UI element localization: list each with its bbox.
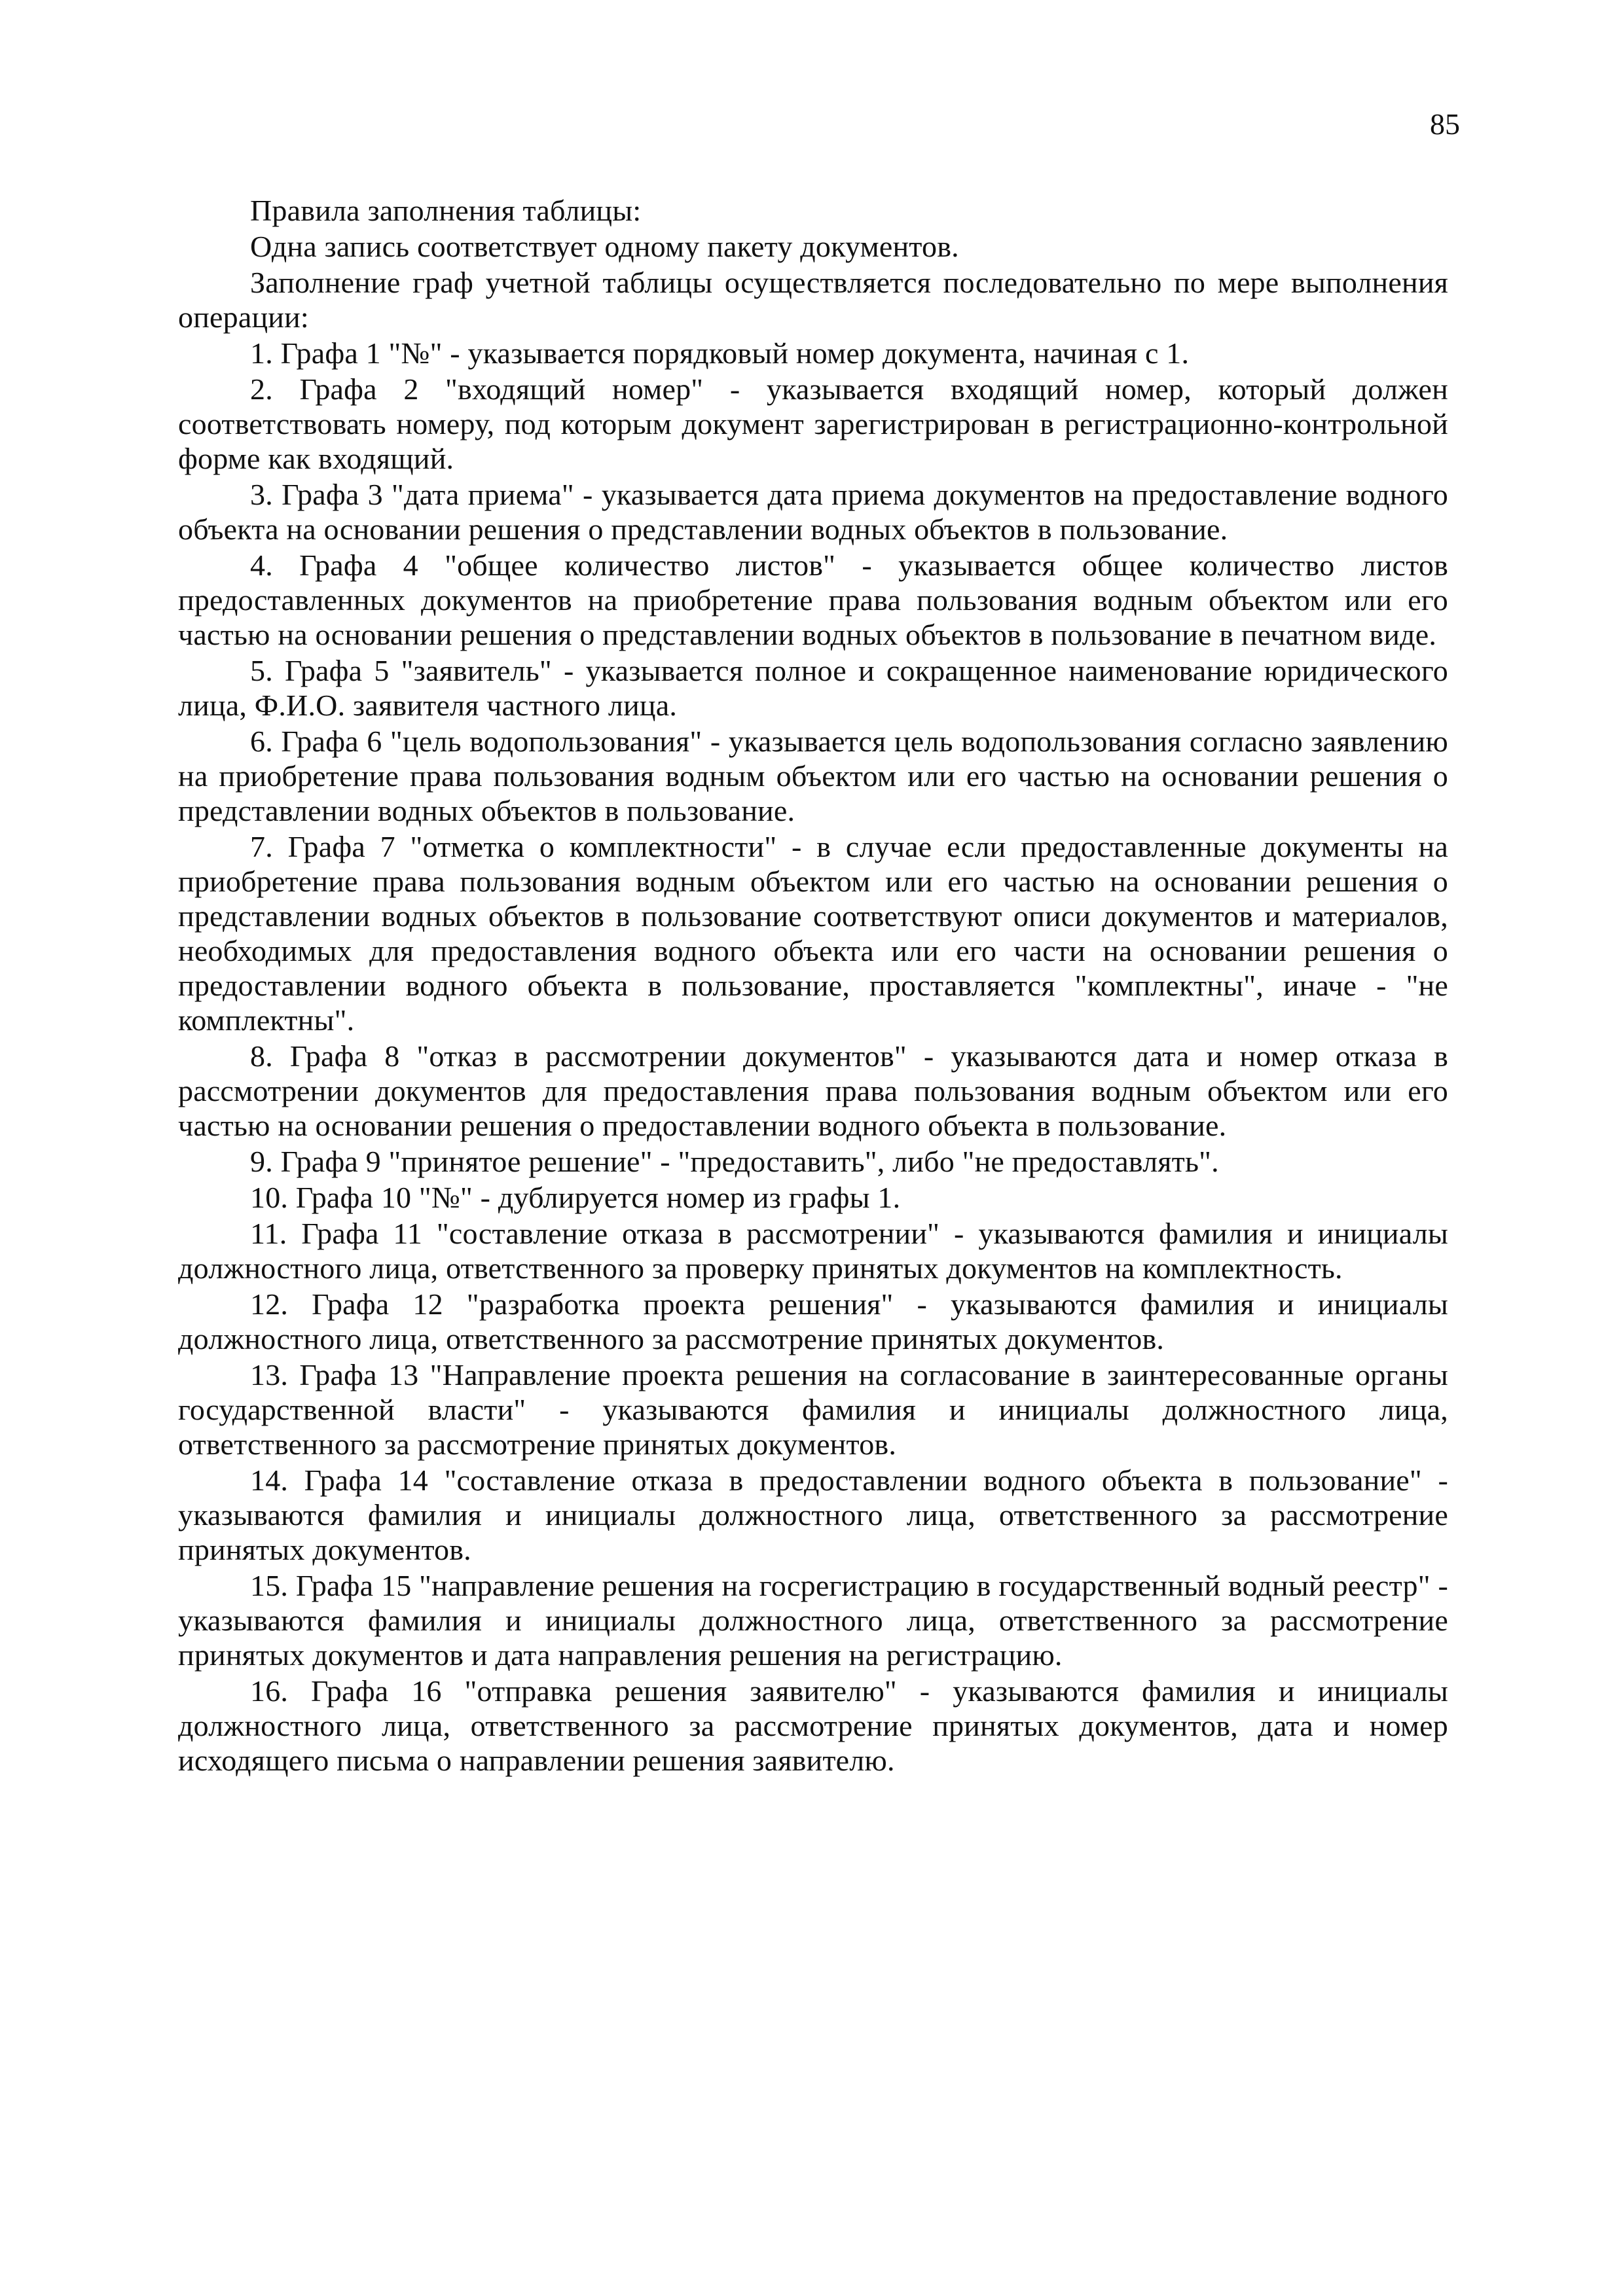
paragraph-column-10: 10. Графа 10 "№" - дублируется номер из графы 1. bbox=[250, 1181, 901, 1214]
paragraph-column-1: 1. Графа 1 "№" - указывается порядковый номер документа, начиная с 1. bbox=[250, 336, 1190, 370]
paragraph-column-3: 3. Графа 3 "дата приема" - указывается дата приема документов на предоставление водного объекта на основании решения о представлении водных объектов в пользование. bbox=[178, 478, 1448, 546]
paragraph-column-14: 14. Графа 14 "составление отказа в предоставлении водного объекта в пользование" - указываются фамилия и инициалы должностного лица, ответственного за рассмотрение принятых документов. bbox=[178, 1463, 1448, 1566]
paragraph-column-9: 9. Графа 9 "принятое решение" - "предоставить", либо "не предоставлять". bbox=[250, 1145, 1219, 1178]
paragraph-column-16: 16. Графа 16 "отправка решения заявителю" - указываются фамилия и инициалы должностного лица, ответственного за рассмотрение принятых документов, дата и номер исходящего письма о направлении решения заявителю. bbox=[178, 1674, 1448, 1777]
paragraph-record-rule: Одна запись соответствует одному пакету документов. bbox=[250, 230, 959, 263]
paragraph-column-2: 2. Графа 2 "входящий номер" - указывается входящий номер, который должен соответствовать номеру, под которым документ зарегистрирован в регистрационно-контрольной форме как входящий. bbox=[178, 372, 1448, 475]
paragraph-fill-order: Заполнение граф учетной таблицы осуществляется последовательно по мере выполнения операции: bbox=[178, 266, 1448, 334]
paragraph-column-15: 15. Графа 15 "направление решения на госрегистрацию в государственный водный реестр" - указываются фамилия и инициалы должностного лица, ответственного за рассмотрение принятых документов и дата направления решения на регистрацию. bbox=[178, 1569, 1448, 1672]
paragraph-column-7: 7. Графа 7 "отметка о комплектности" - в случае если предоставленные документы на приобретение права пользования водным объектом или его частью на основании решения о представлении водных объектов в пользование соответствуют описи документов и материалов, необходимых для предоставления водного объекта или его части на основании решения о предоставлении водного объекта в пользование, проставляется "комплектны", иначе - "не комплектны". bbox=[178, 830, 1448, 1037]
paragraph-column-8: 8. Графа 8 "отказ в рассмотрении документов" - указываются дата и номер отказа в рассмотрении документов для предоставления права пользования водным объектом или его частью на основании решения о предоставлении водного объекта в пользование. bbox=[178, 1039, 1448, 1142]
paragraph-column-11: 11. Графа 11 "составление отказа в рассмотрении" - указываются фамилия и инициалы должностного лица, ответственного за проверку принятых документов на комплектность. bbox=[178, 1217, 1448, 1285]
document-body bbox=[178, 193, 1448, 1778]
paragraph-column-12: 12. Графа 12 "разработка проекта решения" - указываются фамилия и инициалы должностного лица, ответственного за рассмотрение принятых документов. bbox=[178, 1287, 1448, 1355]
rules-heading: Правила заполнения таблицы: bbox=[250, 194, 642, 227]
paragraph-column-6: 6. Графа 6 "цель водопользования" - указывается цель водопользования согласно заявлению на приобретение права пользования водным объектом или его частью на основании решения о представлении водных объектов в пользование. bbox=[178, 725, 1448, 827]
paragraph-column-13: 13. Графа 13 "Направление проекта решения на согласование в заинтересованные органы государственной власти" - указываются фамилия и инициалы должностного лица, ответственного за рассмотрение принятых документов. bbox=[178, 1358, 1448, 1461]
paragraph-column-4: 4. Графа 4 "общее количество листов" - указывается общее количество листов предоставленных документов на приобретение права пользования водным объектом или его частью на основании решения о представлении водных объектов в пользование в печатном виде. bbox=[178, 548, 1448, 651]
paragraph-column-5: 5. Графа 5 "заявитель" - указывается полное и сокращенное наименование юридического лица, Ф.И.О. заявителя частного лица. bbox=[178, 654, 1448, 722]
page-number: 85 bbox=[1430, 107, 1460, 141]
